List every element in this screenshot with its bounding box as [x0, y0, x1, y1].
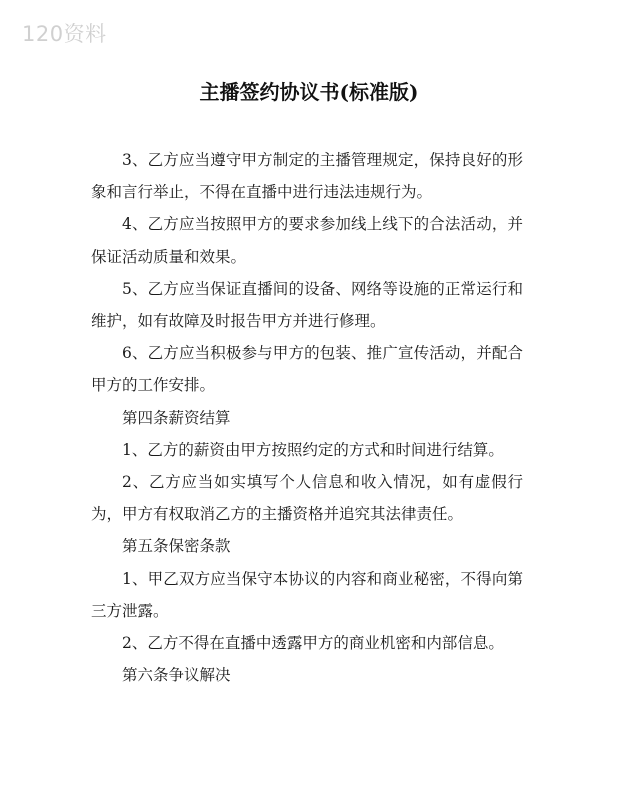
watermark-logo: 120资料 [22, 22, 107, 46]
document-title: 主播签约协议书(标准版) [199, 80, 419, 104]
section-heading: 第五条保密条款 [122, 537, 231, 556]
section-heading: 第六条争议解决 [122, 666, 231, 685]
clause-paragraph: 1、甲乙双方应当保守本协议的内容和商业秘密，不得向第三方泄露。 [91, 569, 523, 620]
clause-paragraph: 2、乙方应当如实填写个人信息和收入情况，如有虚假行为，甲方有权取消乙方的主播资格并追究其法律责任。 [91, 473, 523, 524]
clause-paragraph: 6、乙方应当积极参与甲方的包装、推广宣传活动，并配合甲方的工作安排。 [91, 344, 523, 395]
clause-paragraph: 1、乙方的薪资由甲方按照约定的方式和时间进行结算。 [122, 440, 504, 459]
clause-paragraph: 3、乙方应当遵守甲方制定的主播管理规定，保持良好的形象和言行举止，不得在直播中进行违法违规行为。 [91, 151, 523, 202]
section-heading: 第四条薪资结算 [122, 408, 231, 427]
document-body [91, 144, 523, 691]
clause-paragraph: 5、乙方应当保证直播间的设备、网络等设施的正常运行和维护，如有故障及时报告甲方并进行修理。 [91, 279, 523, 331]
clause-paragraph: 2、乙方不得在直播中透露甲方的商业机密和内部信息。 [122, 634, 504, 653]
clause-paragraph: 4、乙方应当按照甲方的要求参加线上线下的合法活动，并保证活动质量和效果。 [91, 215, 523, 266]
